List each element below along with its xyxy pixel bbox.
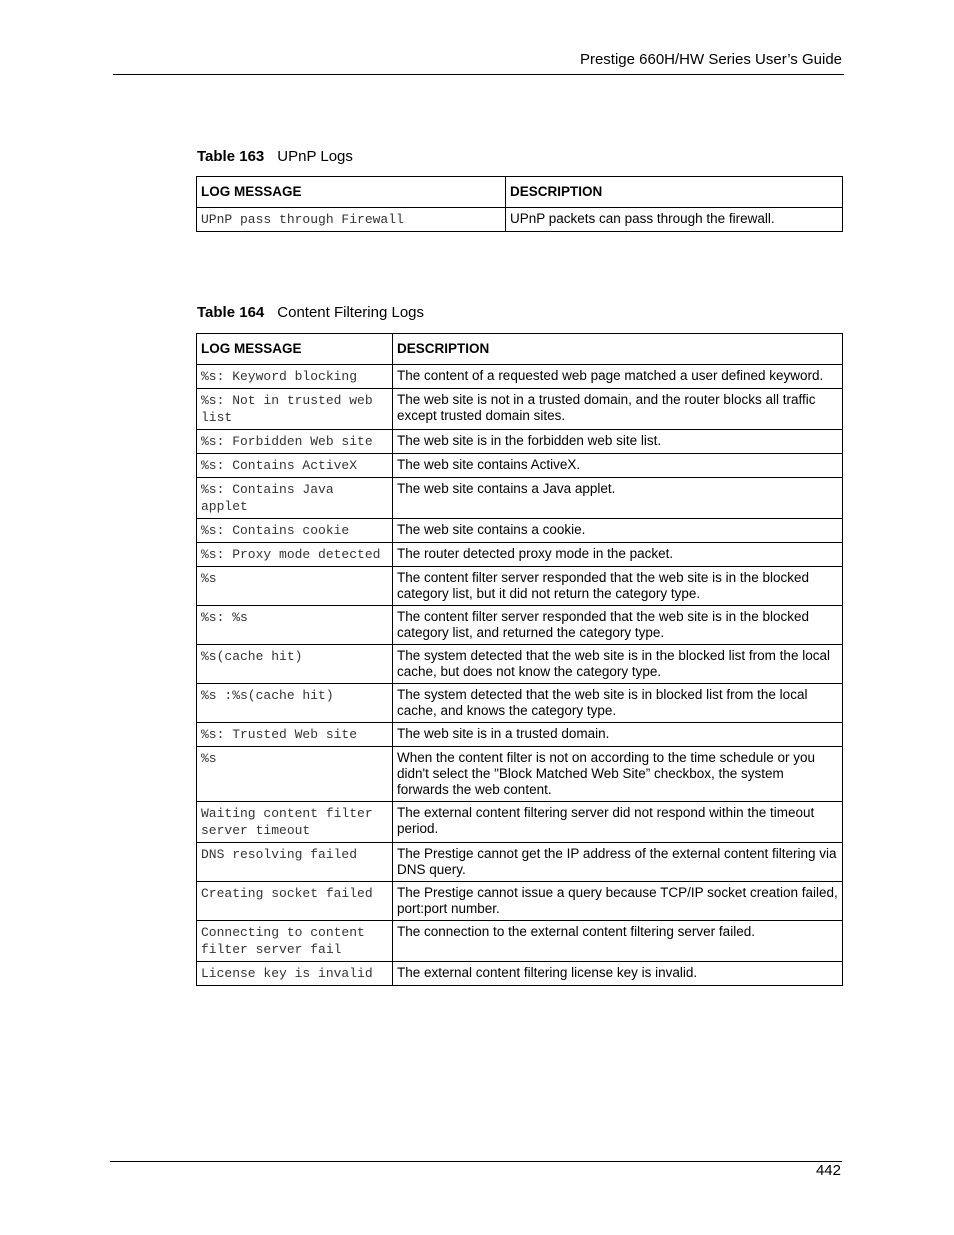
table-163-caption — [197, 148, 353, 165]
description-cell: When the content filter is not on according to the time schedule or you didn't select the "Block Matched Web Site” checkbox, the system forwards the web content. — [393, 747, 843, 802]
log-message-cell: %s: Not in trusted web list — [197, 389, 393, 430]
table-row — [197, 645, 843, 684]
log-message-cell: Connecting to content filter server fail — [197, 921, 393, 962]
header-title: Prestige 660H/HW Series User’s Guide — [579, 51, 842, 68]
description-cell: The web site is in the forbidden web site list. — [393, 430, 843, 454]
table-164-caption — [197, 304, 424, 321]
log-message-cell: %s: Trusted Web site — [197, 723, 393, 747]
log-message-cell: UPnP pass through Firewall — [197, 208, 506, 232]
table-164-caption-label: Table 164 — [197, 304, 265, 321]
column-header-log-message: LOG MESSAGE — [197, 334, 393, 365]
table-163-caption-title: UPnP Logs — [277, 148, 353, 165]
description-cell: The web site contains a Java applet. — [393, 478, 843, 519]
log-message-cell: %s: Contains ActiveX — [197, 454, 393, 478]
log-message-cell: %s — [197, 747, 393, 802]
header-rule — [113, 74, 844, 75]
description-cell: The router detected proxy mode in the packet. — [393, 543, 843, 567]
table-row — [197, 365, 843, 389]
page-number: 442 — [815, 1162, 841, 1179]
table-row — [197, 684, 843, 723]
table-row — [197, 723, 843, 747]
log-message-cell: %s(cache hit) — [197, 645, 393, 684]
table-163-caption-label: Table 163 — [197, 148, 265, 165]
description-cell: The external content filtering license key is invalid. — [393, 962, 843, 986]
table-row — [197, 208, 843, 232]
description-cell: The Prestige cannot issue a query because TCP/IP socket creation failed, port:port number. — [393, 882, 843, 921]
table-row — [197, 843, 843, 882]
description-cell: The web site contains a cookie. — [393, 519, 843, 543]
description-cell: The system detected that the web site is in blocked list from the local cache, and knows the category type. — [393, 684, 843, 723]
description-cell: The web site is not in a trusted domain, and the router blocks all traffic except trusted domain sites. — [393, 389, 843, 430]
description-cell: The web site is in a trusted domain. — [393, 723, 843, 747]
description-cell: The Prestige cannot get the IP address of the external content filtering via DNS query. — [393, 843, 843, 882]
table-row — [197, 962, 843, 986]
log-message-cell: %s :%s(cache hit) — [197, 684, 393, 723]
column-header-description: DESCRIPTION — [506, 177, 843, 208]
table-163-upnp-logs — [196, 176, 843, 232]
table-164-content-filtering-logs — [196, 333, 843, 986]
description-cell: The web site contains ActiveX. — [393, 454, 843, 478]
table-164-caption-title: Content Filtering Logs — [277, 304, 425, 321]
table-row — [197, 606, 843, 645]
log-message-cell: DNS resolving failed — [197, 843, 393, 882]
log-message-cell: %s: Contains Java applet — [197, 478, 393, 519]
description-cell: The system detected that the web site is in the blocked list from the local cache, but does not know the category type. — [393, 645, 843, 684]
log-message-cell: %s: Contains cookie — [197, 519, 393, 543]
footer-rule — [110, 1161, 842, 1162]
log-message-cell: Creating socket failed — [197, 882, 393, 921]
table-row — [197, 921, 843, 962]
table-row — [197, 430, 843, 454]
log-message-cell: %s: %s — [197, 606, 393, 645]
table-row — [197, 454, 843, 478]
table-row — [197, 567, 843, 606]
table-row — [197, 543, 843, 567]
table-row — [197, 389, 843, 430]
log-message-cell: %s: Forbidden Web site — [197, 430, 393, 454]
description-cell: The content filter server responded that the web site is in the blocked category list, and returned the category type. — [393, 606, 843, 645]
log-message-cell: License key is invalid — [197, 962, 393, 986]
description-cell: The connection to the external content filtering server failed. — [393, 921, 843, 962]
log-message-cell: %s — [197, 567, 393, 606]
column-header-log-message: LOG MESSAGE — [197, 177, 506, 208]
description-cell: UPnP packets can pass through the firewall. — [506, 208, 843, 232]
table-row — [197, 882, 843, 921]
log-message-cell: Waiting content filter server timeout — [197, 802, 393, 843]
log-message-cell: %s: Proxy mode detected — [197, 543, 393, 567]
column-header-description: DESCRIPTION — [393, 334, 843, 365]
table-header-row — [197, 334, 843, 365]
log-message-cell: %s: Keyword blocking — [197, 365, 393, 389]
table-row — [197, 478, 843, 519]
description-cell: The external content filtering server did not respond within the timeout period. — [393, 802, 843, 843]
description-cell: The content filter server responded that the web site is in the blocked category list, but it did not return the category type. — [393, 567, 843, 606]
table-row — [197, 519, 843, 543]
table-row — [197, 747, 843, 802]
table-header-row — [197, 177, 843, 208]
table-row — [197, 802, 843, 843]
description-cell: The content of a requested web page matched a user defined keyword. — [393, 365, 843, 389]
